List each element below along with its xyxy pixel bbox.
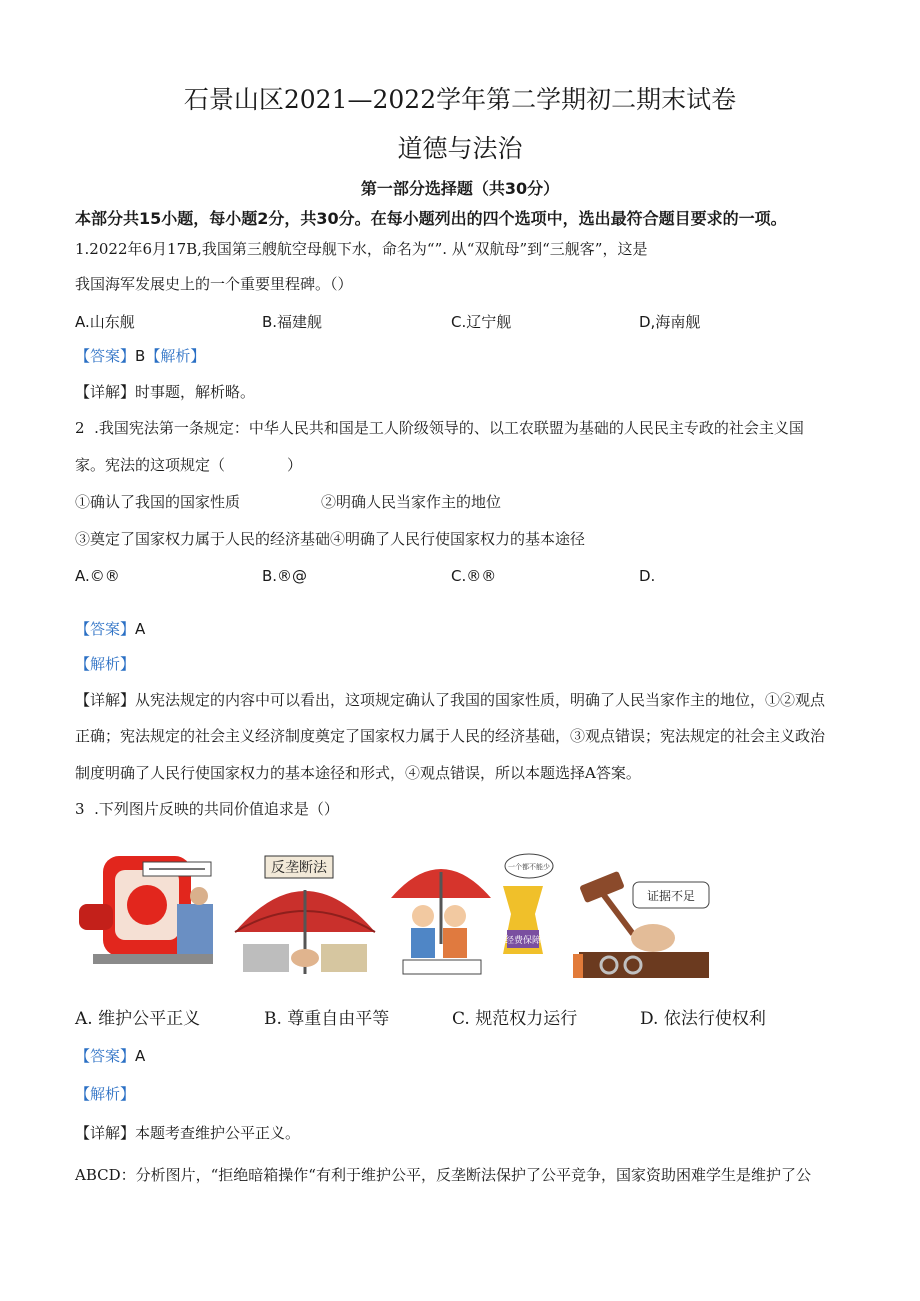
q3-analysis-tag: 【解析】 bbox=[75, 1085, 136, 1103]
answer-tag: 【答案】 bbox=[75, 347, 136, 365]
q1-option-c: C.辽宁舰 bbox=[451, 313, 512, 331]
q2-stem-line2: 家。宪法的这项规定（ ） bbox=[75, 456, 302, 474]
q2-detail-line1 bbox=[75, 689, 825, 710]
q1-stem-line2: 我国海军发展史上的一个重要里程碑。（） bbox=[75, 275, 353, 293]
q2-option-d: D. bbox=[639, 567, 656, 585]
q3-detail-row bbox=[75, 1122, 300, 1143]
picture-a-illustration bbox=[73, 834, 225, 994]
detail-tag: 【详解】 bbox=[75, 1124, 136, 1142]
q2-option-a: A.©® bbox=[75, 567, 120, 585]
picture-c-caption: 经费保障 bbox=[504, 936, 542, 946]
q2-item-2: ②明确人民当家作主的地位 bbox=[321, 493, 502, 511]
section-heading: 第一部分选择题（共30分） bbox=[360, 179, 560, 198]
picture-d-caption: 证据不足 bbox=[646, 889, 696, 903]
detail-text: 时事题，解析略。 bbox=[135, 383, 256, 401]
answer-value: B bbox=[135, 347, 146, 365]
q3-option-c: C. 规范权力运行 bbox=[452, 1009, 578, 1029]
q2-detail-line2: 正确；宪法规定的社会主义经济制度奠定了国家权力属于人民的经济基础，③观点错误；宪法规定的社会主义政治 bbox=[75, 727, 826, 745]
answer-value: A bbox=[135, 1047, 146, 1065]
q1-option-d: D,海南舰 bbox=[639, 313, 701, 331]
picture-b-illustration bbox=[225, 834, 383, 994]
q2-analysis-tag: 【解析】 bbox=[75, 655, 136, 673]
picture-b-caption: 反垄断法 bbox=[271, 860, 327, 876]
analysis-tag: 【解析】 bbox=[145, 347, 206, 365]
q1-detail-row bbox=[75, 381, 255, 402]
answer-value: A bbox=[135, 620, 146, 638]
answer-tag: 【答案】 bbox=[75, 1047, 136, 1065]
q3-option-d: D. 依法行使权利 bbox=[640, 1009, 766, 1029]
q1-stem-line1: 1.2022年6月17B,我国第三艘航空母舰下水，命名为“”. 从“双航母”到“三舰客”，这是 bbox=[75, 240, 648, 258]
instructions: 本部分共15小题，每小题2分，共30分。在每小题列出的四个选项中，选出最符合题目要求的一项。 bbox=[75, 209, 787, 228]
picture-c-illustration bbox=[383, 834, 561, 994]
q2-stem-line1: 2 .我国宪法第一条规定：中华人民共和国是工人阶级领导的、以工农联盟为基础的人民民主专政的社会主义国 bbox=[75, 419, 804, 437]
q2-detail-line3: 制度明确了人民行使国家权力的基本途径和形式，④观点错误，所以本题选择A答案。 bbox=[75, 764, 641, 782]
q2-answer-row bbox=[75, 618, 145, 639]
detail-text: 本题考查维护公平正义。 bbox=[135, 1124, 301, 1142]
answer-tag: 【答案】 bbox=[75, 620, 136, 638]
detail-text: 从宪法规定的内容中可以看出，这项规定确认了我国的国家性质，明确了人民当家作主的地位，①②观点 bbox=[135, 691, 826, 709]
q3-picture-strip bbox=[73, 834, 723, 994]
q1-option-b: B.福建舰 bbox=[262, 313, 323, 331]
subject-title: 道德与法治 bbox=[397, 134, 523, 163]
detail-tag: 【详解】 bbox=[75, 691, 136, 709]
q3-option-a: A. 维护公平正义 bbox=[75, 1009, 201, 1029]
q1-option-a: A.山东舰 bbox=[75, 313, 135, 331]
q3-abcd-analysis: ABCD：分析图片，“拒绝暗箱操作“有利于维护公平，反垄断法保护了公平竞争，国家资助困难学生是维护了公 bbox=[75, 1166, 811, 1184]
exam-title: 石景山区2021—2022学年第二学期初二期末试卷 bbox=[183, 85, 737, 114]
q3-answer-row bbox=[75, 1045, 145, 1066]
picture-c-speech: 一个都不能少 bbox=[508, 863, 550, 871]
picture-d-illustration bbox=[573, 854, 723, 984]
q2-option-c: C.®® bbox=[451, 567, 497, 585]
q3-option-b: B. 尊重自由平等 bbox=[264, 1009, 390, 1029]
q3-stem: 3 .下列图片反映的共同价值追求是（） bbox=[75, 800, 339, 818]
q2-item-1: ①确认了我国的国家性质 bbox=[75, 493, 241, 511]
q2-item-3-4: ③奠定了国家权力属于人民的经济基础④明确了人民行使国家权力的基本途径 bbox=[75, 530, 586, 548]
detail-tag: 【详解】 bbox=[75, 383, 136, 401]
q1-answer-row bbox=[75, 345, 205, 366]
q2-option-b: B.®@ bbox=[262, 567, 308, 585]
